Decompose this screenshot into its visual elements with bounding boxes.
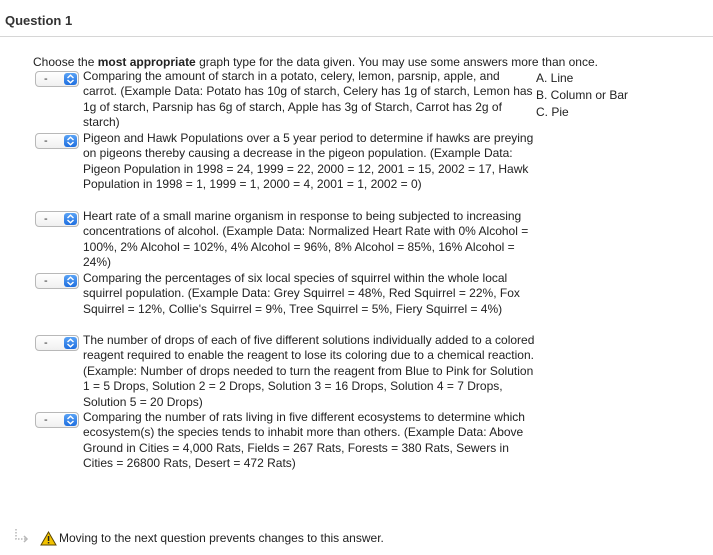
updown-chevron-icon <box>64 213 77 225</box>
question-header <box>0 0 713 37</box>
updown-chevron-icon <box>64 337 77 349</box>
answer-select-value: - <box>44 135 48 147</box>
question-text-4: Comparing the percentages of six local species of squirrel within the whole local squirrel population. (Example Data: Grey Squirrel = 48%, Red Squirrel = 22%, Fox Squirrel = 12%, Collie's Squirrel = 9%, Tree Squirrel = 5%, Fiery Squirrel = 4%) <box>83 271 520 316</box>
instructions-bold: most appropriate <box>97 55 196 69</box>
question-text-5: The number of drops of each of five different solutions individually added to a colored reagent required to enable the reagent to lose its coloring due to a chemical reaction. (Example: Number of drops needed to turn the reagent from Blue to Pink for Solution 1 = 5 Drops, Solution 2 = 2 Drops, Solution 3 = 16 Drops, Solution 4 = 7 Drops, Solution 5 = 20 Drops) <box>83 333 535 409</box>
answer-option-a: A. Line <box>536 71 574 85</box>
answer-select-4[interactable] <box>35 273 79 289</box>
question-text-6: Comparing the number of rats living in five different ecosystems to determine which ecosystem(s) the species tends to inhabit more than others. (Example Data: Above Ground in Cities = 4,000 Rats, Fields = 267 Rats, Forests = 380 Rats, Sewers in Cities = 26800 Rats, Desert = 472 Rats) <box>83 410 525 471</box>
answer-option-b: B. Column or Bar <box>536 87 629 102</box>
answer-select-value: - <box>44 73 48 85</box>
answer-select-2[interactable] <box>35 133 79 149</box>
corner-arrow-icon <box>14 528 30 551</box>
footer-message: Moving to the next question prevents changes to this answer. <box>59 531 384 545</box>
answer-options-list <box>536 70 628 120</box>
warning-icon <box>40 531 57 551</box>
answer-select-5[interactable] <box>35 335 79 351</box>
updown-chevron-icon <box>64 135 77 147</box>
question-text-2: Pigeon and Hawk Populations over a 5 year period to determine if hawks are preying on pigeons thereby causing a decrease in the pigeon population. (Example Data: Pigeon Population in 1998 = 24, 1999 = 22, 2000 = 12, 2001 = 15, 2002 = 17, Hawk Population in 1998 = 1, 1999 = 1, 2000 = 4, 2001 = 1, 2002 = 0) <box>83 131 534 192</box>
answer-select-value: - <box>44 275 48 287</box>
answer-select-6[interactable] <box>35 412 79 428</box>
answer-option-c: C. Pie <box>536 104 569 119</box>
answer-lock-notice <box>14 528 514 548</box>
answer-select-value: - <box>44 213 48 225</box>
updown-chevron-icon <box>64 414 77 426</box>
instructions <box>33 55 598 69</box>
instructions-suffix: graph type for the data given. You may use some answers more than once. <box>195 55 598 69</box>
answer-select-value: - <box>44 337 48 349</box>
question-text-3: Heart rate of a small marine organism in response to being subjected to increasing concentrations of alcohol. (Example Data: Normalized Heart Rate with 0% Alcohol = 100%, 2% Alcohol = 102%, 4% Alcohol = 96%, 8% Alcohol = 85%, 16% Alcohol = 24%) <box>83 209 529 270</box>
question-title: Question 1 <box>5 13 73 28</box>
question-text-1: Comparing the amount of starch in a potato, celery, lemon, parsnip, apple, and carrot. (Example Data: Potato has 10g of starch, Celery has 1g of starch, Lemon has 1g of starch, Parsnip has 6g of starch, Apple has 3g of Starch, Carrot has 2g of starch) <box>83 69 533 130</box>
instructions-prefix: Choose the <box>33 55 98 69</box>
updown-chevron-icon <box>64 275 77 287</box>
answer-select-3[interactable] <box>35 211 79 227</box>
updown-chevron-icon <box>64 73 77 85</box>
answer-select-1[interactable] <box>35 71 79 87</box>
answer-select-value: - <box>44 414 48 426</box>
